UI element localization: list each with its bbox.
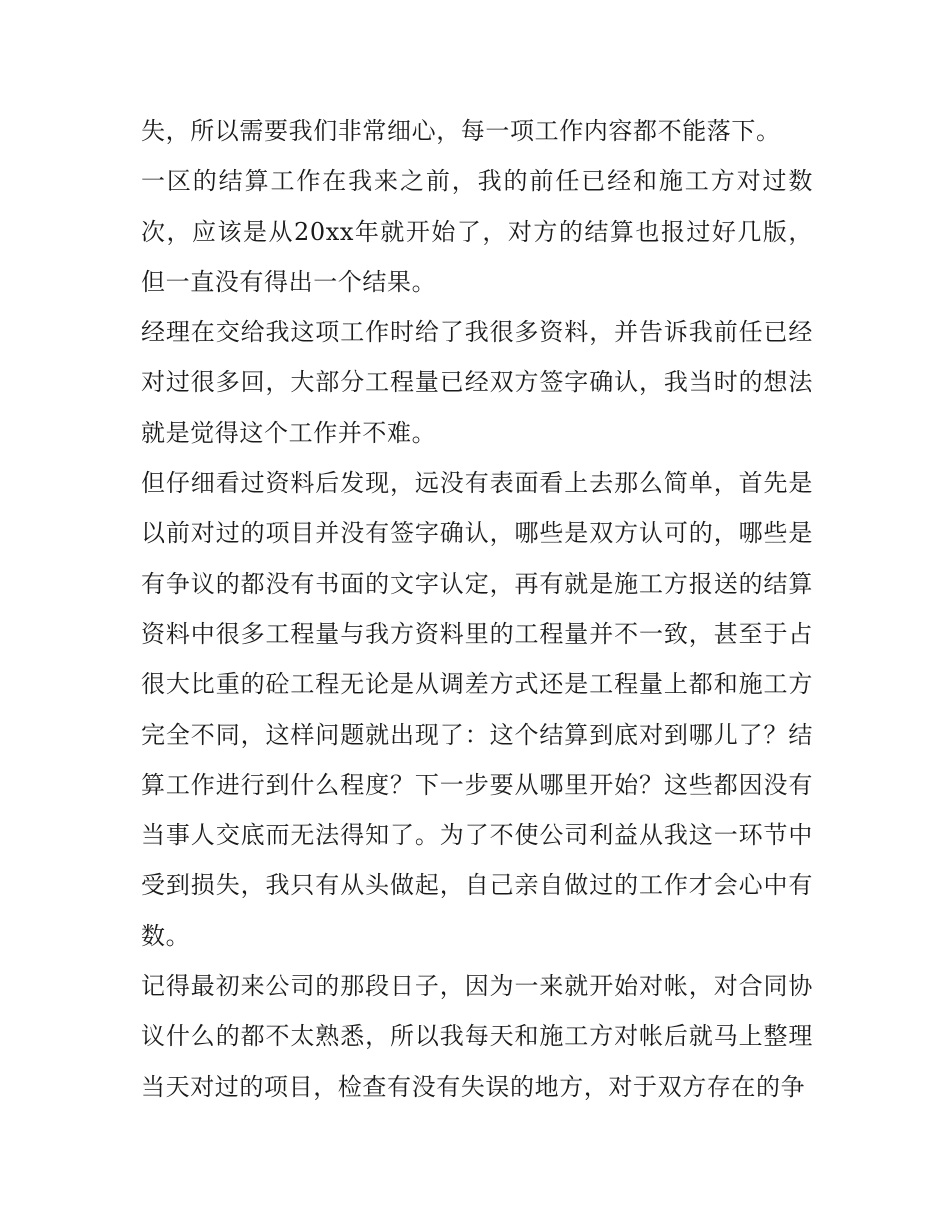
- paragraph-5: 记得最初来公司的那段日子，因为一来就开始对帐，对合同协议什么的都不太熟悉，所以我每天和施工方对帐后就马上整理当天对过的项目，检查有没有失误的地方，对于双方存在的争: [141, 972, 813, 1101]
- paragraph-2: 一区的结算工作在我来之前，我的前任已经和施工方对过数次，应该是从20xx年就开始了，对方的结算也报过好几版，但一直没有得出一个结果。: [141, 167, 813, 296]
- paragraph-4: 但仔细看过资料后发现，远没有表面看上去那么简单，首先是以前对过的项目并没有签字确认，哪些是双方认可的，哪些是有争议的都没有书面的文字认定，再有就是施工方报送的结算资料中很多工程量与我方资料里的工程量并不一致，甚至于占很大比重的砼工程无论是从调差方式还是工程量上都和施工方完全不同，这样问题就出现了：这个结算到底对到哪儿了？结算工作进行到什么程度？下一步要从哪里开始？这些都因没有当事人交底而无法得知了。为了不使公司利益从我这一环节中受到损失，我只有从头做起，自己亲自做过的工作才会心中有数。: [141, 469, 813, 950]
- paragraph-1: 失，所以需要我们非常细心，每一项工作内容都不能落下。: [141, 117, 781, 145]
- paragraph-3: 经理在交给我这项工作时给了我很多资料，并告诉我前任已经对过很多回，大部分工程量已经双方签字确认，我当时的想法就是觉得这个工作并不难。: [141, 318, 813, 447]
- document-body: [141, 106, 813, 1112]
